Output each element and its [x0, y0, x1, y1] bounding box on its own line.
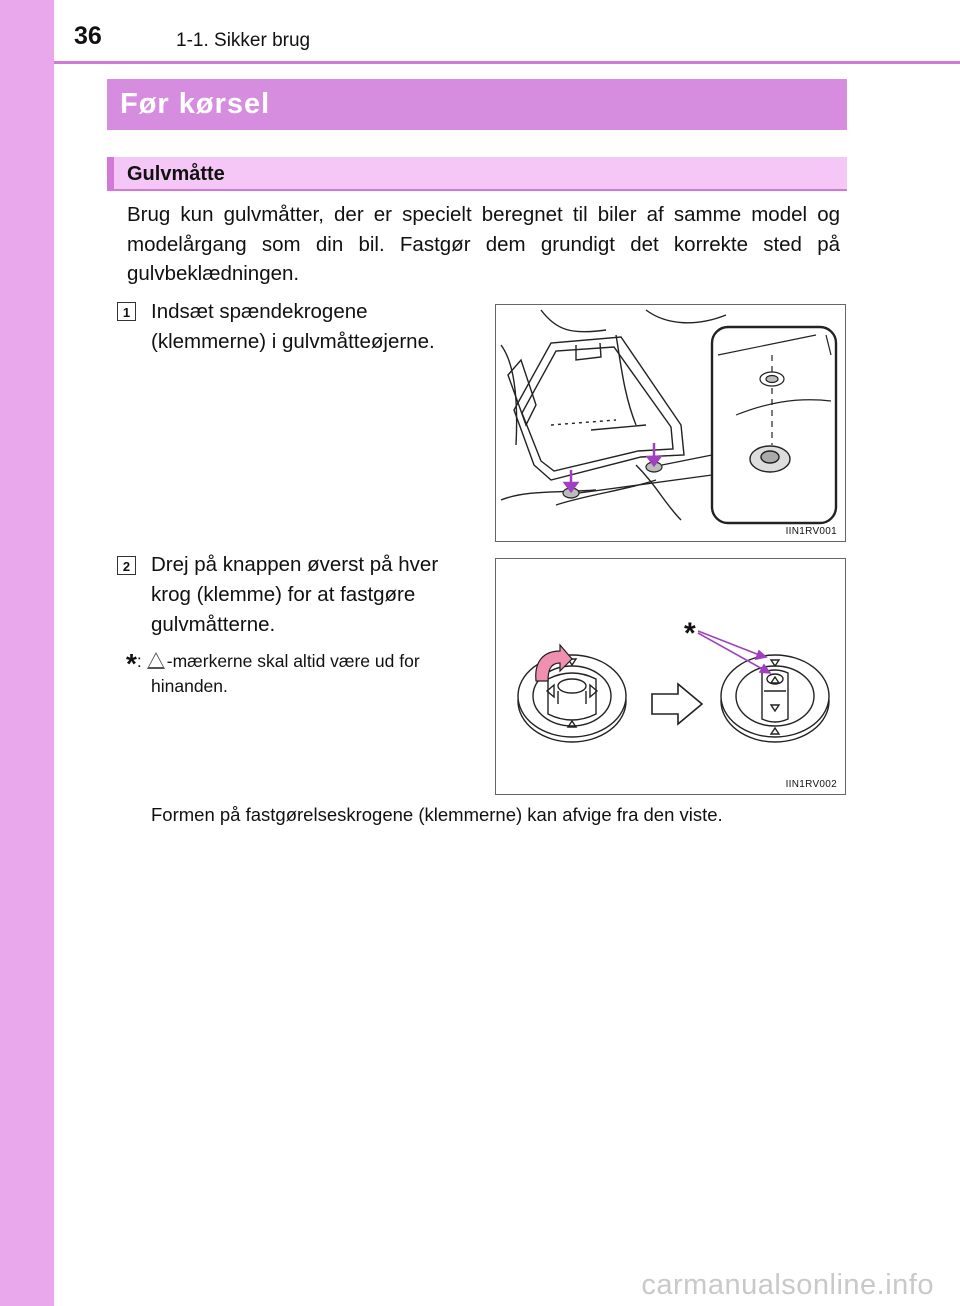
note-text-line2: hinanden. [151, 676, 228, 696]
note-text-line1: -mærkerne skal altid være ud for [166, 651, 420, 671]
subheading: Gulvmåtte [107, 157, 847, 191]
step-text-2: Drej på knappen øverst på hver krog (klemme) for at fastgøre gulvmåtterne. [151, 553, 439, 636]
note-colon: : [136, 651, 142, 671]
figure-clip-rotation [495, 558, 846, 795]
closing-note: Formen på fastgørelseskrogene (klemmerne) kan afvige fra den viste. [151, 804, 723, 825]
page-title: Før kørsel [107, 79, 847, 130]
triangle-mark-icon [147, 652, 165, 669]
intro-paragraph: Brug kun gulvmåtter, der er specielt beregnet til biler af samme model og modelårgang som din bil. Fastgør dem grundigt det korrekte sted på gulvbeklædningen. [127, 203, 840, 285]
section-label: 1-1. Sikker brug [176, 30, 311, 51]
note [126, 648, 486, 677]
figure-floor-mat [495, 304, 846, 542]
figure-asterisk-label: * [684, 617, 696, 650]
header-divider [54, 61, 960, 64]
clip-rotation-illustration [496, 559, 845, 794]
figure-code-1: IIN1RV001 [785, 526, 837, 537]
watermark: carmanualsonline.info [641, 1269, 934, 1301]
step-text-1: Indsæt spændekrogene (klemmerne) i gulvmåtteøjerne. [151, 300, 435, 353]
figure-code-2: IIN1RV002 [785, 779, 837, 790]
step-number-2: 2 [117, 556, 136, 575]
step-number-1: 1 [117, 302, 136, 321]
page-number: 36 [74, 22, 102, 50]
floor-mat-illustration [496, 305, 845, 541]
side-color-strip [0, 0, 54, 1306]
note-asterisk: * [126, 648, 137, 679]
